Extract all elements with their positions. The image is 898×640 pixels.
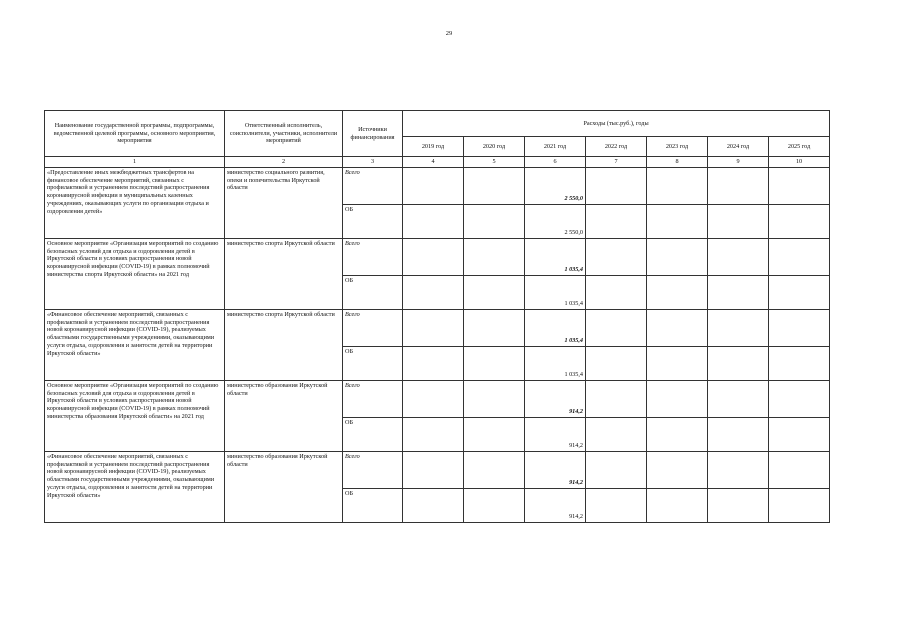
header-year: 2020 год xyxy=(464,137,525,157)
source-total: Всего xyxy=(343,167,403,204)
col-number: 9 xyxy=(708,157,769,168)
source-ob: ОБ xyxy=(343,417,403,451)
table-row xyxy=(45,451,830,488)
source-total: Всего xyxy=(343,309,403,346)
header-year: 2022 год xyxy=(586,137,647,157)
executor: министерство спорта Иркутской области xyxy=(225,238,343,309)
value-total: 2 550,0 xyxy=(564,195,583,202)
measure-name: «Финансовое обеспечение мероприятий, связанных с профилактикой и устранением последствий распространения новой коронавирусной инфекции (COVID-19), реализуемых областными государственными учреждениями, оказывающими услуги отдыха, оздоровления и занятости детей на территории Иркутской области» xyxy=(45,309,225,380)
page-number: 29 xyxy=(445,30,453,37)
col-number: 5 xyxy=(464,157,525,168)
col-number: 1 xyxy=(45,157,225,168)
source-ob: ОБ xyxy=(343,275,403,309)
header-year: 2023 год xyxy=(647,137,708,157)
value-ob: 1 035,4 xyxy=(564,300,583,307)
value-total: 1 035,4 xyxy=(564,337,583,344)
value-total: 1 035,4 xyxy=(564,266,583,273)
measure-name: Основное мероприятие «Организация мероприятий по созданию безопасных условий для отдыха и оздоровления детей в Иркутской области в условиях распространения новой коронавирусной инфекции (COVID-19) в рамках полномочий министерства спорта Иркутской области» на 2021 год xyxy=(45,238,225,309)
measure-name: «Финансовое обеспечение мероприятий, связанных с профилактикой и устранением последствий распространения новой коронавирусной инфекции (COVID-19), реализуемых областными государственными учреждениями, оказывающими услуги отдыха, оздоровления и занятости детей на территории Иркутской области» xyxy=(45,451,225,522)
executor: министерство спорта Иркутской области xyxy=(225,309,343,380)
expenses-table xyxy=(44,110,830,523)
source-total: Всего xyxy=(343,380,403,417)
value-ob: 914,2 xyxy=(569,513,583,520)
table-row xyxy=(45,380,830,417)
value-ob: 914,2 xyxy=(569,442,583,449)
executor: министерство образования Иркутской области xyxy=(225,451,343,522)
header-executor: Ответственный исполнитель, соисполнители, участники, исполнители мероприятий xyxy=(225,111,343,157)
value-ob: 2 550,0 xyxy=(564,229,583,236)
col-number: 6 xyxy=(525,157,586,168)
table-row xyxy=(45,167,830,204)
header-year: 2024 год xyxy=(708,137,769,157)
source-total: Всего xyxy=(343,238,403,275)
col-number: 10 xyxy=(769,157,830,168)
table-row xyxy=(45,238,830,275)
col-number: 8 xyxy=(647,157,708,168)
source-ob: ОБ xyxy=(343,488,403,522)
executor: министерство образования Иркутской области xyxy=(225,380,343,451)
col-number: 7 xyxy=(586,157,647,168)
source-total: Всего xyxy=(343,451,403,488)
header-expenses: Расходы (тыс.руб.), годы xyxy=(403,111,830,137)
measure-name: «Предоставление иных межбюджетных трансфертов на финансовое обеспечение мероприятий, связанных с профилактикой и устранением последствий распространения коронавирусной инфекции в муниципальных казенных учреждениях, оказывающих услуги по организации отдыха и оздоровления детей» xyxy=(45,167,225,238)
header-year: 2021 год xyxy=(525,137,586,157)
measure-name: Основное мероприятие «Организация мероприятий по созданию безопасных условий для отдыха и оздоровления детей в Иркутской области в условиях распространения новой коронавирусной инфекции (COVID-19) в рамках полномочий министерства образования Иркутской области» на 2021 год xyxy=(45,380,225,451)
value-total: 914,2 xyxy=(569,479,583,486)
header-source: Источники финансирования xyxy=(343,111,403,157)
col-number: 2 xyxy=(225,157,343,168)
header-name: Наименование государственной программы, подпрограммы, ведомственной целевой программы, основного мероприятия, мероприятия xyxy=(45,111,225,157)
header-year: 2025 год xyxy=(769,137,830,157)
executor: министерство социального развития, опеки и попечительства Иркутской области xyxy=(225,167,343,238)
header-year: 2019 год xyxy=(403,137,464,157)
source-ob: ОБ xyxy=(343,346,403,380)
value-total: 914,2 xyxy=(569,408,583,415)
value-ob: 1 035,4 xyxy=(564,371,583,378)
col-number: 3 xyxy=(343,157,403,168)
source-ob: ОБ xyxy=(343,204,403,238)
table-row xyxy=(45,309,830,346)
col-number: 4 xyxy=(403,157,464,168)
